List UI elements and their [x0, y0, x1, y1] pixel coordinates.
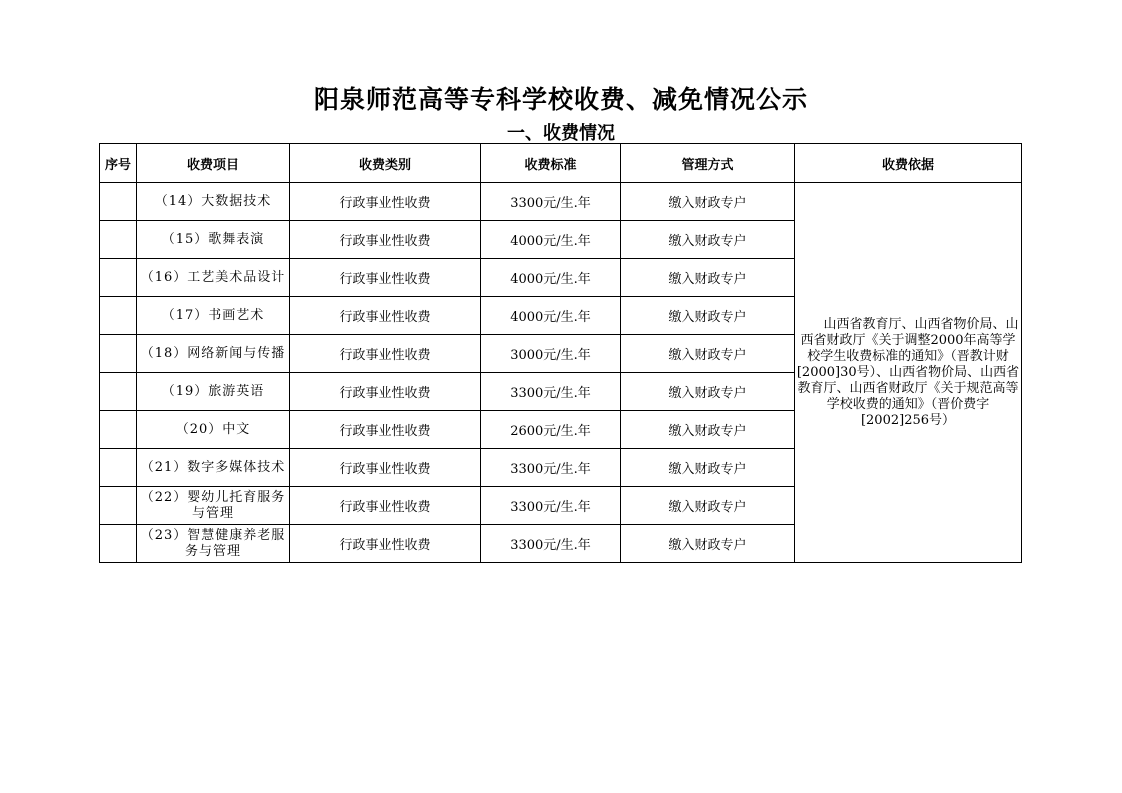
cell-seq — [100, 487, 137, 525]
cell-management: 缴入财政专户 — [621, 373, 795, 411]
cell-standard: 3300元/生.年 — [481, 183, 621, 221]
cell-seq — [100, 411, 137, 449]
cell-item: （14）大数据技术 — [137, 183, 290, 221]
header-seq: 序号 — [100, 144, 137, 183]
cell-category: 行政事业性收费 — [290, 411, 481, 449]
section-title: 一、收费情况 — [507, 123, 615, 144]
cell-seq — [100, 373, 137, 411]
cell-management: 缴入财政专户 — [621, 411, 795, 449]
cell-category: 行政事业性收费 — [290, 259, 481, 297]
table-row — [100, 183, 1022, 221]
cell-item: （17）书画艺术 — [137, 297, 290, 335]
header-item: 收费项目 — [137, 144, 290, 183]
cell-management: 缴入财政专户 — [621, 297, 795, 335]
header-management: 管理方式 — [621, 144, 795, 183]
fee-table — [99, 143, 1022, 563]
cell-standard: 4000元/生.年 — [481, 259, 621, 297]
cell-management: 缴入财政专户 — [621, 259, 795, 297]
cell-category: 行政事业性收费 — [290, 297, 481, 335]
header-standard: 收费标准 — [481, 144, 621, 183]
cell-standard: 3300元/生.年 — [481, 373, 621, 411]
cell-item: （20）中文 — [137, 411, 290, 449]
cell-standard: 3000元/生.年 — [481, 335, 621, 373]
cell-seq — [100, 335, 137, 373]
cell-item: （23）智慧健康养老服务与管理 — [137, 525, 290, 563]
cell-standard: 3300元/生.年 — [481, 525, 621, 563]
cell-item: （22）婴幼儿托育服务与管理 — [137, 487, 290, 525]
cell-seq — [100, 449, 137, 487]
cell-standard: 4000元/生.年 — [481, 297, 621, 335]
cell-standard: 3300元/生.年 — [481, 487, 621, 525]
cell-category: 行政事业性收费 — [290, 335, 481, 373]
cell-item: （19）旅游英语 — [137, 373, 290, 411]
cell-management: 缴入财政专户 — [621, 449, 795, 487]
cell-category: 行政事业性收费 — [290, 449, 481, 487]
cell-seq — [100, 259, 137, 297]
cell-seq — [100, 221, 137, 259]
cell-item: （15）歌舞表演 — [137, 221, 290, 259]
cell-item: （18）网络新闻与传播 — [137, 335, 290, 373]
cell-category: 行政事业性收费 — [290, 525, 481, 563]
cell-item: （21）数字多媒体技术 — [137, 449, 290, 487]
cell-management: 缴入财政专户 — [621, 487, 795, 525]
cell-item: （16）工艺美术品设计 — [137, 259, 290, 297]
cell-management: 缴入财政专户 — [621, 335, 795, 373]
cell-category: 行政事业性收费 — [290, 373, 481, 411]
header-category: 收费类别 — [290, 144, 481, 183]
document-title: 阳泉师范高等专科学校收费、减免情况公示 — [313, 85, 808, 114]
cell-basis: 山西省教育厅、山西省物价局、山西省财政厅《关于调整2000年高等学校学生收费标准的通知》（晋教计财[2000]30号）、山西省物价局、山西省教育厅、山西省财政厅《关于规范高等学校收费的通知》（晋价费字[2002]256号） — [795, 183, 1022, 563]
cell-standard: 4000元/生.年 — [481, 221, 621, 259]
cell-management: 缴入财政专户 — [621, 525, 795, 563]
cell-management: 缴入财政专户 — [621, 221, 795, 259]
cell-category: 行政事业性收费 — [290, 221, 481, 259]
cell-standard: 3300元/生.年 — [481, 449, 621, 487]
cell-seq — [100, 525, 137, 563]
cell-standard: 2600元/生.年 — [481, 411, 621, 449]
header-basis: 收费依据 — [795, 144, 1022, 183]
cell-category: 行政事业性收费 — [290, 487, 481, 525]
cell-seq — [100, 183, 137, 221]
table-header-row — [100, 144, 1022, 183]
cell-management: 缴入财政专户 — [621, 183, 795, 221]
cell-seq — [100, 297, 137, 335]
cell-category: 行政事业性收费 — [290, 183, 481, 221]
